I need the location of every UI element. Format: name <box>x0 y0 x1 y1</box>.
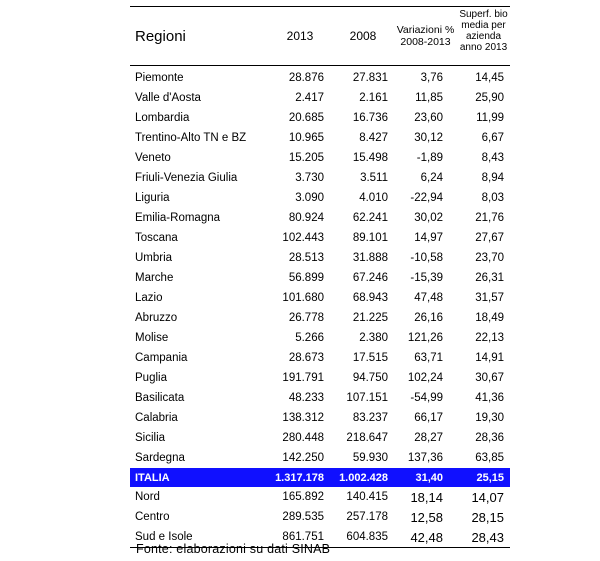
surface-cell: 8,94 <box>481 172 504 184</box>
value-2013-cell: 26.778 <box>288 312 324 324</box>
value-2013-cell: 280.448 <box>282 432 324 444</box>
value-2013-cell: 165.892 <box>282 491 324 503</box>
table-row <box>130 208 510 228</box>
value-2008-cell: 59.930 <box>352 452 388 464</box>
value-2013-cell: 861.751 <box>268 527 332 548</box>
variation-cell: 47,48 <box>414 292 443 304</box>
variation-cell: 63,71 <box>414 352 443 364</box>
region-cell: Piemonte <box>135 72 184 84</box>
surface-cell: 30,67 <box>475 372 504 384</box>
value-2008-cell: 62.241 <box>352 212 388 224</box>
value-2013-cell: 20.685 <box>288 112 324 124</box>
surface-cell: 11,99 <box>476 112 504 124</box>
region-cell: Lombardia <box>135 112 190 124</box>
table-row <box>130 148 510 168</box>
region-cell: Sud e Isole <box>130 527 268 548</box>
value-2008-cell: 31.888 <box>352 252 388 264</box>
region-cell: Marche <box>135 272 174 284</box>
region-cell: Nord <box>135 491 160 503</box>
surface-cell: 41,36 <box>475 392 504 404</box>
table-row <box>130 188 510 208</box>
variation-cell: 23,60 <box>414 112 443 124</box>
region-cell: Valle d'Aosta <box>135 92 201 104</box>
area-row <box>130 507 510 527</box>
total-row-italia <box>130 468 510 487</box>
value-2008-cell: 16.736 <box>352 112 388 124</box>
table-row <box>130 388 510 408</box>
value-2013-cell: 3.090 <box>295 192 324 204</box>
table-row <box>130 408 510 428</box>
surface-cell: 31,57 <box>475 292 504 304</box>
region-cell: Lazio <box>135 292 163 304</box>
region-cell: Emilia-Romagna <box>135 212 221 224</box>
header-surface-line3: azienda <box>465 31 502 42</box>
variation-cell: -1,89 <box>416 152 443 164</box>
table-row <box>130 288 510 308</box>
organic-farming-table <box>130 6 510 548</box>
surface-cell: 8,43 <box>481 152 504 164</box>
table-row <box>130 66 510 89</box>
region-cell: Abruzzo <box>135 312 178 324</box>
variation-cell: 26,16 <box>414 312 443 324</box>
variation-cell: 12,58 <box>410 509 443 525</box>
source-note: Fonte: elaborazioni su dati SINAB <box>136 542 331 556</box>
variation-cell: 30,02 <box>414 212 443 224</box>
value-2013-cell: 5.266 <box>295 332 324 344</box>
table-row <box>130 428 510 448</box>
surface-cell: 21,76 <box>475 212 504 224</box>
variation-cell: 42,48 <box>394 527 457 548</box>
variation-cell: 137,36 <box>407 452 443 464</box>
header-surface-line2: media per <box>461 20 506 31</box>
variation-cell: 3,76 <box>420 72 443 84</box>
surface-cell: 18,49 <box>475 312 504 324</box>
value-2013-cell: 102.443 <box>282 232 324 244</box>
header-2013: 2013 <box>268 7 332 66</box>
value-2008-cell: 68.943 <box>352 292 388 304</box>
region-cell: Puglia <box>135 372 167 384</box>
surface-cell: 63,85 <box>475 452 504 464</box>
surface-cell: 23,70 <box>475 252 504 264</box>
value-2008-cell: 2.161 <box>359 92 388 104</box>
value-2013-cell: 10.965 <box>288 132 324 144</box>
value-2008-cell: 15.498 <box>352 152 388 164</box>
value-2008-cell: 257.178 <box>346 511 388 523</box>
region-cell: Sicilia <box>135 432 166 444</box>
table-row <box>130 328 510 348</box>
value-2013-cell: 1.317.178 <box>268 468 332 487</box>
area-row <box>130 487 510 507</box>
value-2013-cell: 28.673 <box>288 352 324 364</box>
surface-cell: 14,07 <box>471 489 504 505</box>
value-2013-cell: 48.233 <box>288 392 324 404</box>
value-2008-cell: 27.831 <box>352 72 388 84</box>
value-2013-cell: 28.513 <box>288 252 324 264</box>
surface-cell: 28,15 <box>471 509 504 525</box>
region-cell: Campania <box>135 352 188 364</box>
variation-cell: 66,17 <box>414 412 443 424</box>
surface-cell: 28,43 <box>457 527 510 548</box>
header-region: Regioni <box>130 7 268 66</box>
table-row <box>130 248 510 268</box>
table-row <box>130 228 510 248</box>
data-table-container <box>130 6 510 548</box>
region-cell: Calabria <box>135 412 178 424</box>
surface-cell: 28,36 <box>475 432 504 444</box>
table-row <box>130 348 510 368</box>
value-2013-cell: 3.730 <box>295 172 324 184</box>
variation-cell: 28,27 <box>414 432 443 444</box>
table-row <box>130 168 510 188</box>
table-row <box>130 448 510 468</box>
variation-cell: 11,85 <box>415 92 443 104</box>
table-row <box>130 368 510 388</box>
variation-cell: 30,12 <box>414 132 443 144</box>
value-2008-cell: 21.225 <box>352 312 388 324</box>
header-variation-line2: 2008-2013 <box>400 36 451 48</box>
value-2008-cell: 89.101 <box>352 232 388 244</box>
value-2008-cell: 218.647 <box>346 432 388 444</box>
region-cell: Umbria <box>135 252 173 264</box>
value-2013-cell: 56.899 <box>288 272 324 284</box>
table-row <box>130 128 510 148</box>
table-row <box>130 268 510 288</box>
value-2008-cell: 2.380 <box>359 332 388 344</box>
value-2008-cell: 8.427 <box>359 132 388 144</box>
surface-cell: 8,03 <box>481 192 504 204</box>
region-cell: Liguria <box>135 192 170 204</box>
variation-cell: -10,58 <box>410 252 443 264</box>
region-cell: ITALIA <box>130 468 268 487</box>
surface-cell: 25,90 <box>475 92 504 104</box>
table-row <box>130 308 510 328</box>
value-2013-cell: 80.924 <box>288 212 324 224</box>
header-variation <box>394 7 457 66</box>
variation-cell: -54,99 <box>410 392 443 404</box>
value-2013-cell: 191.791 <box>282 372 324 384</box>
header-variation-line1: Variazioni % <box>396 24 455 36</box>
surface-cell: 19,30 <box>475 412 504 424</box>
header-surface-line4: anno 2013 <box>459 42 508 53</box>
value-2008-cell: 140.415 <box>346 491 388 503</box>
region-cell: Molise <box>135 332 169 344</box>
region-cell: Basilicata <box>135 392 185 404</box>
region-cell: Centro <box>135 511 170 523</box>
table-header-row <box>130 7 510 66</box>
value-2013-cell: 289.535 <box>282 511 324 523</box>
value-2008-cell: 17.515 <box>352 352 388 364</box>
value-2013-cell: 28.876 <box>288 72 324 84</box>
value-2013-cell: 142.250 <box>282 452 324 464</box>
variation-cell: 18,14 <box>410 489 443 505</box>
region-cell: Veneto <box>135 152 171 164</box>
region-cell: Sardegna <box>135 452 185 464</box>
value-2013-cell: 138.312 <box>282 412 324 424</box>
surface-cell: 6,67 <box>481 132 504 144</box>
value-2008-cell: 4.010 <box>359 192 388 204</box>
surface-cell: 27,67 <box>475 232 504 244</box>
region-cell: Friuli-Venezia Giulia <box>135 172 238 184</box>
region-cell: Trentino-Alto TN e BZ <box>135 132 247 144</box>
table-row <box>130 108 510 128</box>
header-surface <box>457 7 510 66</box>
value-2008-cell: 107.151 <box>346 392 388 404</box>
header-2008: 2008 <box>332 7 394 66</box>
variation-cell: 14,97 <box>414 232 443 244</box>
surface-cell: 25,15 <box>457 468 510 487</box>
surface-cell: 14,45 <box>475 72 504 84</box>
value-2013-cell: 101.680 <box>282 292 324 304</box>
value-2008-cell: 67.246 <box>352 272 388 284</box>
value-2008-cell: 3.511 <box>360 172 388 184</box>
value-2008-cell: 94.750 <box>352 372 388 384</box>
value-2008-cell: 83.237 <box>352 412 388 424</box>
surface-cell: 26,31 <box>475 272 504 284</box>
variation-cell: 121,26 <box>407 332 443 344</box>
table-body <box>130 66 510 548</box>
region-cell: Toscana <box>135 232 178 244</box>
variation-cell: -15,39 <box>410 272 443 284</box>
header-surface-line1: Superf. bio <box>459 9 508 20</box>
value-2013-cell: 15.205 <box>288 152 324 164</box>
variation-cell: 102,24 <box>407 372 443 384</box>
value-2008-cell: 604.835 <box>332 527 394 548</box>
surface-cell: 22,13 <box>475 332 504 344</box>
variation-cell: 6,24 <box>420 172 443 184</box>
surface-cell: 14,91 <box>475 352 504 364</box>
variation-cell: 31,40 <box>394 468 457 487</box>
variation-cell: -22,94 <box>410 192 443 204</box>
value-2008-cell: 1.002.428 <box>332 468 394 487</box>
value-2013-cell: 2.417 <box>295 92 324 104</box>
table-row <box>130 88 510 108</box>
